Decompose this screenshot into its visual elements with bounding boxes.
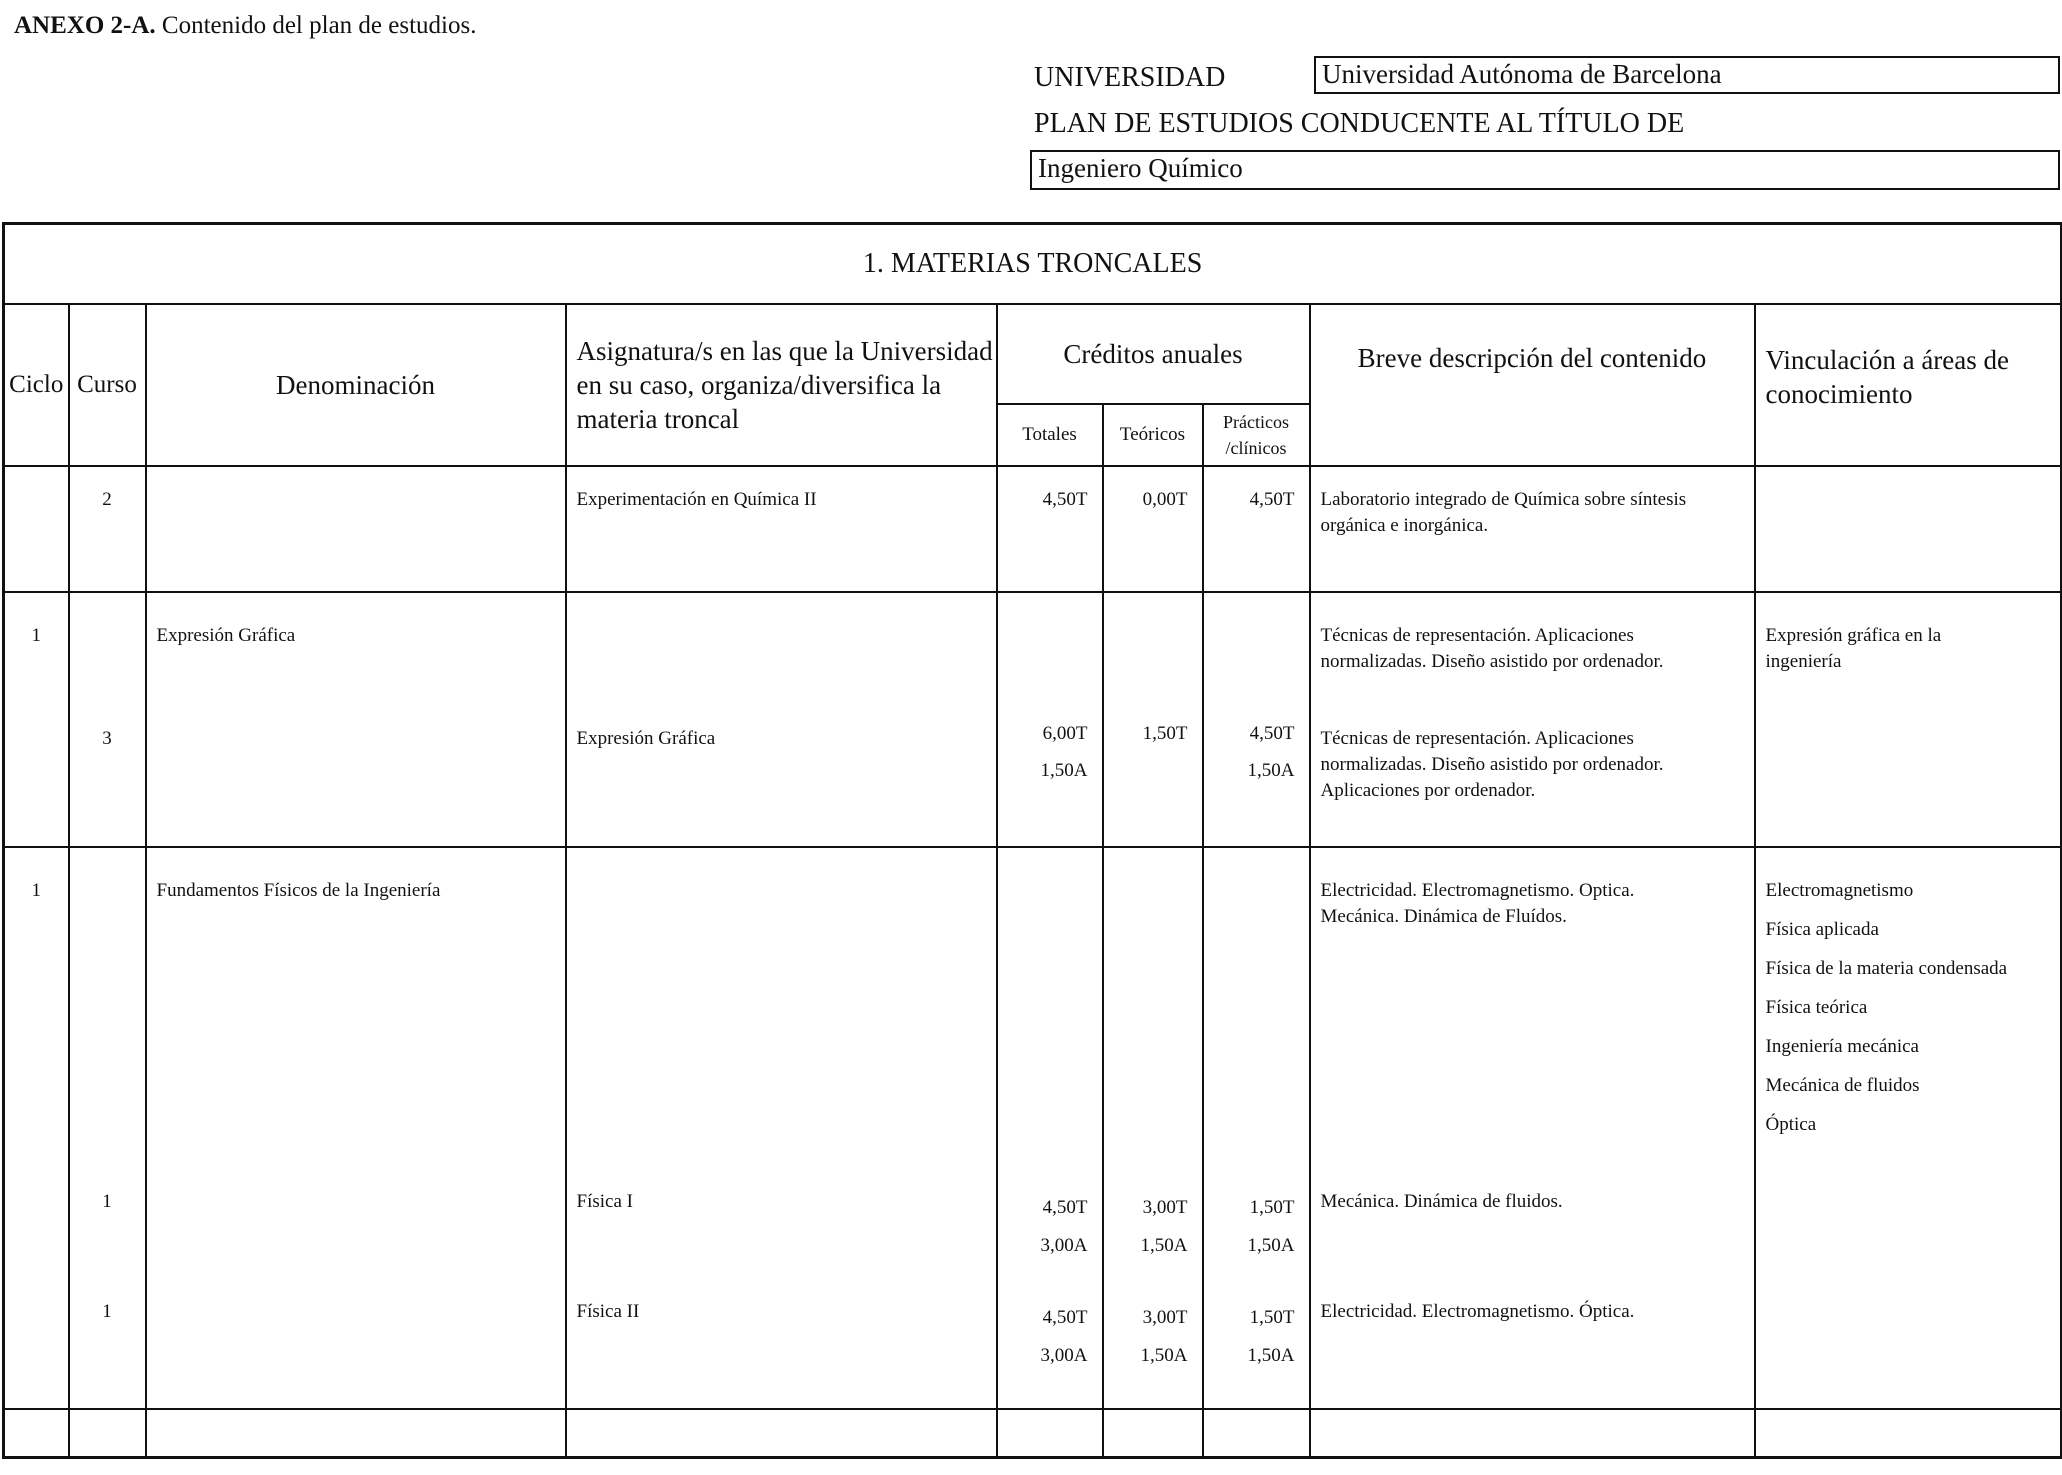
materias-troncales-table: [2, 222, 2062, 1459]
curso-value: 1: [102, 1301, 112, 1322]
totales-value: 3,00A: [1040, 1345, 1088, 1366]
cell-totales: [997, 592, 1103, 847]
annex-code: ANEXO 2-A.: [14, 12, 156, 39]
practicos-value: 1,50A: [1247, 1345, 1295, 1366]
cell-denominacion: [146, 466, 566, 592]
practicos-value: [1204, 878, 1295, 1189]
cell-asignatura: [566, 592, 997, 847]
table-row: [4, 466, 2062, 592]
practicos-value: [1204, 623, 1295, 715]
empty-cell: [146, 1409, 566, 1457]
asignatura-value: Física I: [576, 1191, 633, 1212]
header-curso: Curso: [69, 304, 146, 466]
totales-value: 3,00A: [1040, 1235, 1088, 1256]
descripcion-value: Técnicas de representación. Aplicaciones normalizadas. Diseño asistido por ordenador.: [1320, 625, 1664, 672]
totales-value: 1,50A: [1040, 760, 1088, 781]
cell-ciclo: [4, 592, 69, 847]
teoricos-value: 1,50T: [1142, 723, 1188, 744]
cell-descripcion: Laboratorio integrado de Química sobre síntesis orgánica e inorgánica.: [1310, 466, 1755, 592]
area-value: Óptica: [1765, 1114, 1817, 1135]
table-row: [4, 592, 2062, 847]
annex-heading: [14, 12, 476, 40]
totales-value: 6,00T: [1042, 723, 1088, 744]
descripcion-value: Electricidad. Electromagnetismo. Óptica.: [1320, 1301, 1635, 1322]
teoricos-value: 3,00T: [1142, 1307, 1188, 1328]
area-value: Física de la materia condensada: [1765, 958, 2008, 979]
denominacion-value: Fundamentos Físicos de la Ingeniería: [156, 880, 441, 901]
totales-value: [998, 878, 1088, 1189]
totales-value: 4,50T: [1042, 1307, 1088, 1328]
practicos-value: 1,50A: [1247, 1235, 1295, 1256]
empty-cell: [1755, 1409, 2062, 1457]
practicos-value: 1,50T: [1249, 1197, 1295, 1218]
curso-value: 1: [102, 1191, 112, 1212]
area-value: Física aplicada: [1765, 919, 1879, 940]
degree-field: Ingeniero Químico: [1030, 150, 2060, 190]
ciclo-value: 1: [31, 625, 41, 646]
cell-teoricos: [1103, 592, 1203, 847]
header-descripcion: Breve descripción del contenido: [1310, 304, 1755, 466]
asignatura-value: Expresión Gráfica: [576, 728, 716, 749]
cell-ciclo: [4, 847, 69, 1409]
area-value: Física teórica: [1765, 997, 1868, 1018]
empty-cell: [1310, 1409, 1755, 1457]
university-field: Universidad Autónoma de Barcelona: [1314, 56, 2060, 94]
cell-denominacion: [146, 847, 566, 1409]
header-teoricos: Teóricos: [1103, 404, 1203, 466]
cell-vinculacion: [1755, 592, 2062, 847]
cell-teoricos: 0,00T: [1103, 466, 1203, 592]
cell-denominacion: [146, 592, 566, 847]
empty-cell: [997, 1409, 1103, 1457]
curso-value: [70, 623, 145, 726]
cell-asignatura: [566, 847, 997, 1409]
ciclo-value: 1: [31, 880, 41, 901]
area-value: Mecánica de fluidos: [1765, 1075, 1920, 1096]
cell-totales: [997, 847, 1103, 1409]
cell-practicos: 4,50T: [1203, 466, 1310, 592]
header-vinculacion: Vinculación a áreas de conocimiento: [1755, 304, 2062, 466]
practicos-value: 4,50T: [1249, 723, 1295, 744]
area-value: Electromagnetismo: [1765, 880, 1914, 901]
asignatura-value: [577, 878, 996, 1189]
header-practicos: Prácticos /clínicos: [1203, 404, 1310, 466]
totales-value: 4,50T: [1042, 1197, 1088, 1218]
table-row: [4, 847, 2062, 1409]
practicos-value: 1,50A: [1247, 760, 1295, 781]
cell-totales: 4,50T: [997, 466, 1103, 592]
empty-cell: [69, 1409, 146, 1457]
header-creditos: Créditos anuales: [997, 304, 1310, 404]
cell-curso: [69, 592, 146, 847]
teoricos-value: 1,50A: [1140, 1345, 1188, 1366]
cell-teoricos: [1103, 847, 1203, 1409]
area-value: Ingeniería mecánica: [1765, 1036, 1919, 1057]
empty-cell: [1103, 1409, 1203, 1457]
curso-value: [70, 878, 145, 1189]
plan-label: PLAN DE ESTUDIOS CONDUCENTE AL TÍTULO DE: [1034, 108, 1685, 139]
cell-vinculacion: [1755, 466, 2062, 592]
header-denominacion: Denominación: [146, 304, 566, 466]
descripcion-value: Técnicas de representación. Aplicaciones normalizadas. Diseño asistido por ordenador. Aplicaciones por ordenador.: [1320, 728, 1664, 801]
header-totales: Totales: [997, 404, 1103, 466]
asignatura-value: [577, 623, 996, 726]
header-ciclo: Ciclo: [4, 304, 69, 466]
empty-cell: [566, 1409, 997, 1457]
totales-value: [998, 623, 1088, 715]
university-label: UNIVERSIDAD: [1034, 62, 1226, 93]
descripcion-value: Electricidad. Electromagnetismo. Optica. Mecánica. Dinámica de Fluídos.: [1320, 880, 1635, 927]
descripcion-value: Mecánica. Dinámica de fluidos.: [1320, 1191, 1563, 1212]
curso-value: 3: [102, 728, 112, 749]
teoricos-value: 3,00T: [1142, 1197, 1188, 1218]
cell-practicos: [1203, 847, 1310, 1409]
annex-title: Contenido del plan de estudios.: [161, 12, 477, 39]
teoricos-value: [1104, 878, 1188, 1189]
cell-practicos: [1203, 592, 1310, 847]
area-value: Expresión gráfica en la ingeniería: [1765, 625, 1942, 672]
denominacion-value: Expresión Gráfica: [156, 625, 296, 646]
asignatura-value: Física II: [576, 1301, 640, 1322]
header-asignatura: Asignatura/s en las que la Universidad en su caso, organiza/diversifica la materia troncal: [566, 304, 997, 466]
cell-asignatura: Experimentación en Química II: [566, 466, 997, 592]
table-row-empty: [4, 1409, 2062, 1457]
cell-ciclo: [4, 466, 69, 592]
empty-cell: [1203, 1409, 1310, 1457]
teoricos-value: [1104, 623, 1188, 715]
cell-descripcion: [1310, 592, 1755, 847]
practicos-value: 1,50T: [1249, 1307, 1295, 1328]
cell-curso: [69, 847, 146, 1409]
empty-cell: [4, 1409, 69, 1457]
cell-vinculacion: [1755, 847, 2062, 1409]
table-title: 1. MATERIAS TRONCALES: [4, 224, 2062, 305]
cell-descripcion: [1310, 847, 1755, 1409]
teoricos-value: 1,50A: [1140, 1235, 1188, 1256]
cell-curso: 2: [69, 466, 146, 592]
